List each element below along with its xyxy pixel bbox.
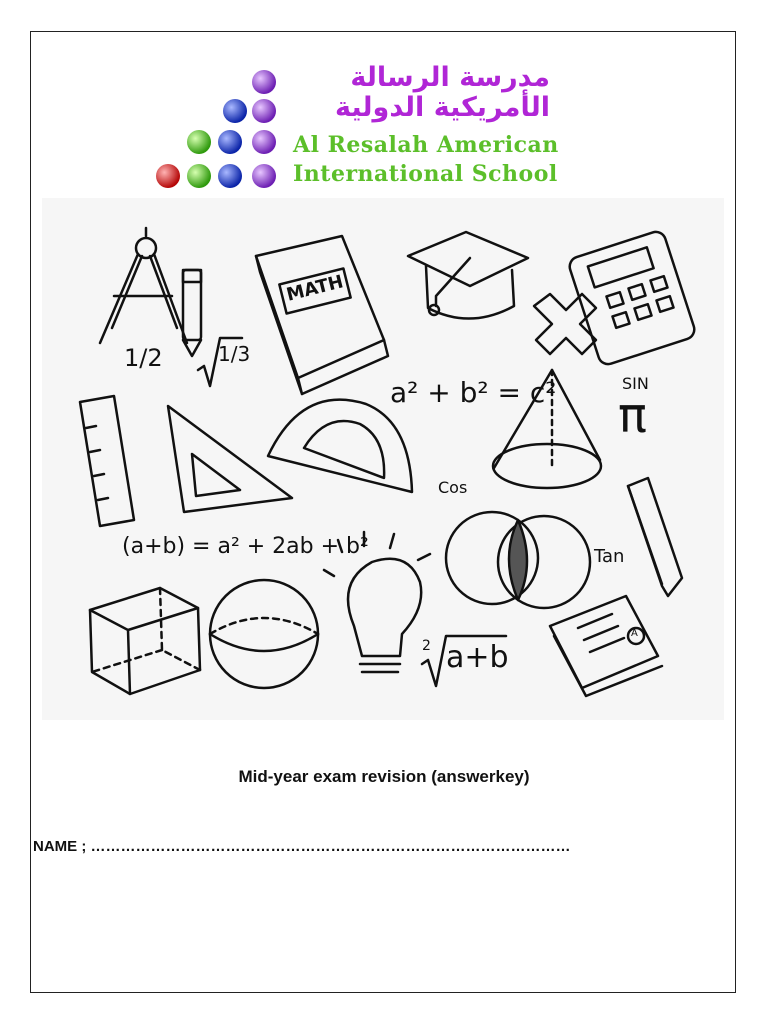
logo-arabic-name-1: مدرسة الرسالة [350, 62, 550, 93]
fraction-half: 1/2 [124, 344, 163, 372]
pencil-icon [183, 270, 201, 356]
compass-icon [100, 228, 187, 343]
sin-label: SIN [622, 374, 649, 393]
math-doodles-illustration [42, 198, 724, 720]
document-title: Mid-year exam revision (answerkey) [238, 767, 530, 786]
ruler-icon [80, 396, 134, 526]
school-logo [150, 62, 559, 194]
root-third: 1/3 [218, 342, 251, 366]
sphere-icon [210, 580, 318, 688]
test-paper-icon [550, 596, 662, 696]
logo-english-name-1: Al Resalah American [293, 132, 559, 158]
protractor-icon [268, 400, 412, 492]
graduation-cap-icon [408, 232, 528, 319]
cos-label: Cos [438, 478, 468, 497]
sqrt-index: 2 [422, 638, 431, 654]
pencil-right-icon [628, 478, 682, 596]
pythagoras-formula: a² + b² = c² [390, 376, 557, 409]
math-book-icon [256, 236, 388, 394]
set-square-icon [168, 406, 292, 512]
binomial-formula: (a+b) = a² + 2ab + b² [122, 534, 369, 559]
name-field-line[interactable]: NAME ; …………………………………………………………………………………… [33, 838, 571, 855]
pi-symbol: π [618, 388, 647, 444]
grade-label: A [631, 628, 638, 639]
book-label: MATH [284, 271, 346, 306]
logo-arabic-name-2: الأمريكية الدولية [335, 92, 550, 123]
logo-english-name-2: International School [293, 161, 558, 187]
venn-diagram-icon [446, 512, 590, 608]
sqrt-expression: a+b [446, 640, 509, 675]
cube-icon [90, 588, 200, 694]
tan-label: Tan [594, 546, 625, 567]
